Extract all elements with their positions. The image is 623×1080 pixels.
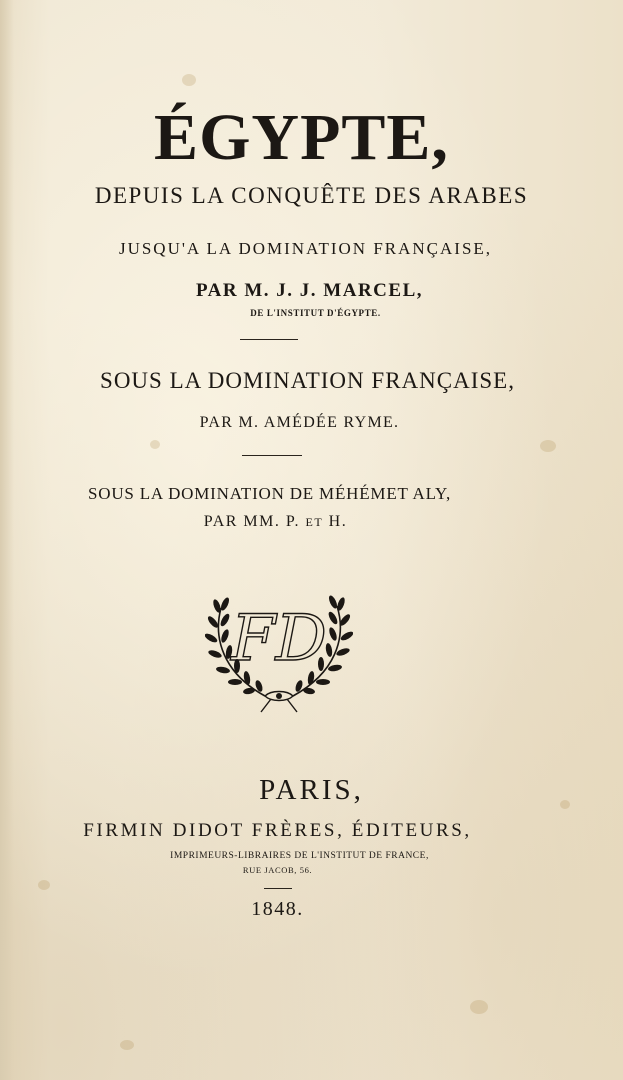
- section-french-domination: SOUS LA DOMINATION FRANÇAISE,: [100, 368, 515, 393]
- divider-rule-3: [264, 888, 292, 889]
- foxing-spot: [182, 74, 196, 86]
- author-affiliation: DE L'INSTITUT D'ÉGYPTE.: [250, 308, 381, 318]
- divider-rule-1: [240, 339, 298, 340]
- publisher-monogram-wreath-icon: [205, 578, 353, 716]
- foxing-spot: [120, 1040, 134, 1050]
- svg-text:FD: FD: [231, 602, 327, 676]
- author-marcel: PAR M. J. J. MARCEL,: [195, 280, 423, 301]
- foxing-spot: [540, 440, 556, 452]
- foxing-spot: [150, 440, 160, 449]
- foxing-spot: [38, 880, 50, 890]
- divider-rule-2: [242, 455, 302, 456]
- publication-city: PARIS,: [259, 774, 364, 806]
- authors-p-and-h: [0, 513, 587, 531]
- author-ryme: PAR M. AMÉDÉE RYME.: [199, 414, 400, 431]
- publisher-address: RUE JACOB, 56.: [242, 865, 313, 875]
- printer-line: IMPRIMEURS-LIBRAIRES DE L'INSTITUT DE FRANCE,: [170, 851, 429, 861]
- authors-prefix: PAR MM. P.: [203, 513, 306, 530]
- authors-et: ET: [305, 515, 324, 529]
- foxing-spot: [470, 1000, 488, 1014]
- subtitle-line-1: DEPUIS LA CONQUÊTE DES ARABES: [94, 183, 529, 208]
- authors-suffix: H.: [323, 513, 348, 530]
- publication-year: 1848.: [251, 898, 304, 920]
- publisher-name: FIRMIN DIDOT FRÈRES, ÉDITEURS,: [83, 820, 472, 841]
- subtitle-line-2: JUSQU'A LA DOMINATION FRANÇAISE,: [118, 239, 493, 258]
- section-mehemet-aly: SOUS LA DOMINATION DE MÉHÉMET ALY,: [88, 484, 451, 503]
- book-title: ÉGYPTE,: [154, 101, 449, 174]
